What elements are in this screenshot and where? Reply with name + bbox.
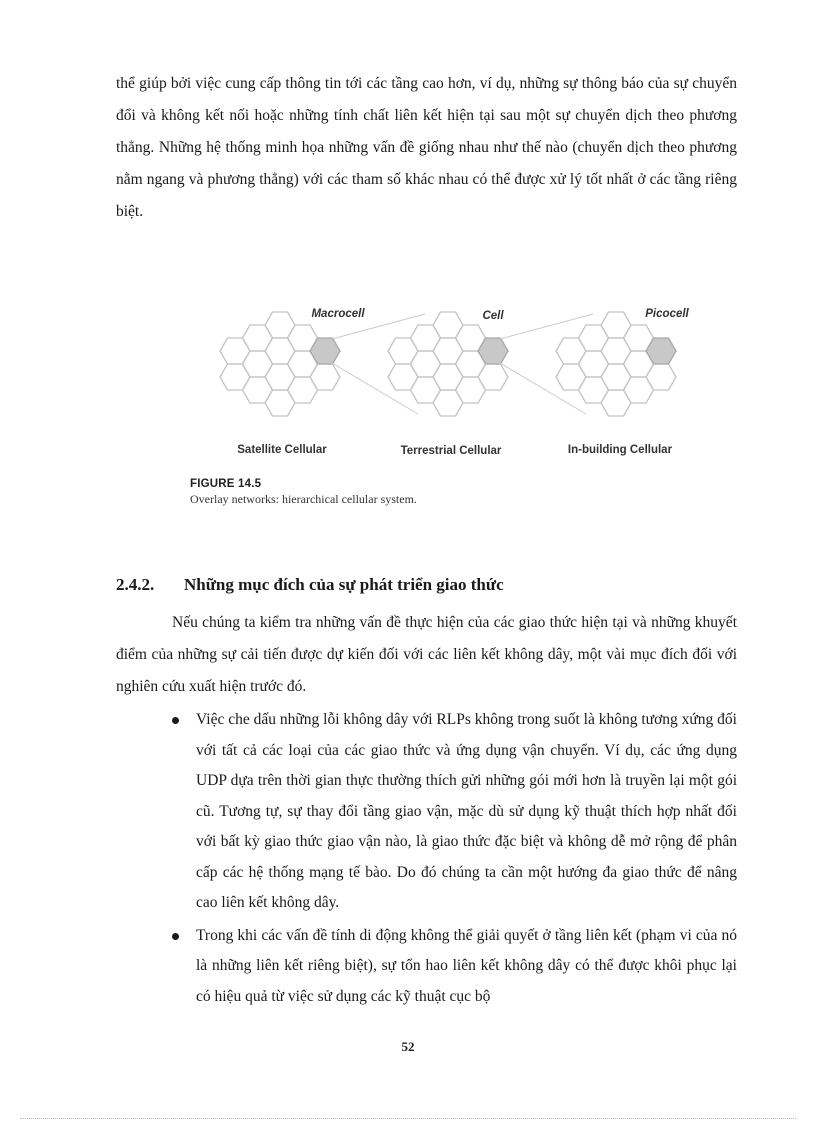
highlighted-cell — [478, 338, 508, 364]
figure-caption-text: Overlay networks: hierarchical cellular system. — [190, 492, 417, 506]
page-number: 52 — [401, 1039, 415, 1054]
label-picocell: Picocell — [645, 308, 689, 320]
list-item-text: Việc che dấu những lỗi không dây với RLPs không trong suốt là không tương xứng đối với tất cả các loại của các giao thức và ứng dụng vận chuyển. Ví dụ, các ứng dụng UDP dựa trên thời gian thực thường thích gửi những gói mới hơn là truyền lại một gói cũ. Tương tự, sự thay đổi tầng giao vận, mặc dù sử dụng kỹ thuật thích hợp nhất đối với bất kỳ giao thức giao vận nào, là giao thức đặc biệt và không dễ mở rộng để phân cấp các hệ thống mạng tế bào. Do đó chúng ta cần một hướng đa giao thức để nâng cao liên kết không dây. — [196, 711, 737, 911]
highlighted-cell — [646, 338, 676, 364]
bullet-list — [116, 705, 737, 1012]
hex-cluster-cell — [388, 312, 508, 416]
label-in-building-cellular: In-building Cellular — [567, 444, 673, 456]
section-heading — [116, 571, 504, 599]
list-item-text: Trong khi các vấn đề tính di động không thể giải quyết ở tầng liên kết (phạm vi của nó là những liên kết riêng biệt), sự tổn hao liên kết không dây có thể được khôi phục lại có hiệu quả từ việc sử dụng các kỹ thuật cục bộ — [196, 926, 737, 1005]
figure-number: FIGURE 14.5 — [190, 478, 262, 490]
bullet-icon — [172, 717, 179, 724]
bullet-icon — [172, 933, 179, 940]
section-paragraph: Nếu chúng ta kiểm tra những vấn đề thực hiện của các giao thức hiện tại và những khuyết điểm của những sự cải tiến được dự kiến đối với các liên kết không dây, một vài mục đích đối với nghiên cứu xuất hiện trước đó. — [116, 614, 737, 695]
highlighted-cell — [310, 338, 340, 364]
label-satellite-cellular: Satellite Cellular — [237, 444, 327, 456]
label-terrestrial-cellular: Terrestrial Cellular — [400, 445, 502, 457]
section-title: Những mục đích của sự phát triển giao thức — [184, 575, 504, 594]
intro-paragraph: thể giúp bởi việc cung cấp thông tin tới các tầng cao hơn, ví dụ, những sự thông báo của sự chuyển đổi và không kết nối hoặc những tính chất liên kết hiện tại sau một sự chuyển dịch theo phương thẳng. Những hệ thống minh họa những vấn đề giống nhau như thế nào (chuyển dịch theo phương nằm ngang và phương thẳng) với các tham số khác nhau có thể được xử lý tốt nhất ở các tầng riêng biệt. — [116, 75, 737, 220]
cellular-diagram — [180, 296, 700, 476]
hex-cluster-picocell — [556, 312, 676, 416]
zoom-lines — [332, 314, 593, 414]
figure-caption — [190, 478, 417, 507]
section-number: 2.4.2. — [116, 575, 155, 594]
hex-cluster-macrocell — [220, 312, 340, 416]
page-bottom-rule — [20, 1118, 796, 1119]
label-cell: Cell — [482, 310, 504, 322]
label-macrocell: Macrocell — [311, 308, 365, 320]
figure-hierarchical-cellular — [180, 296, 700, 521]
list-item — [116, 705, 737, 919]
list-item — [116, 921, 737, 1013]
